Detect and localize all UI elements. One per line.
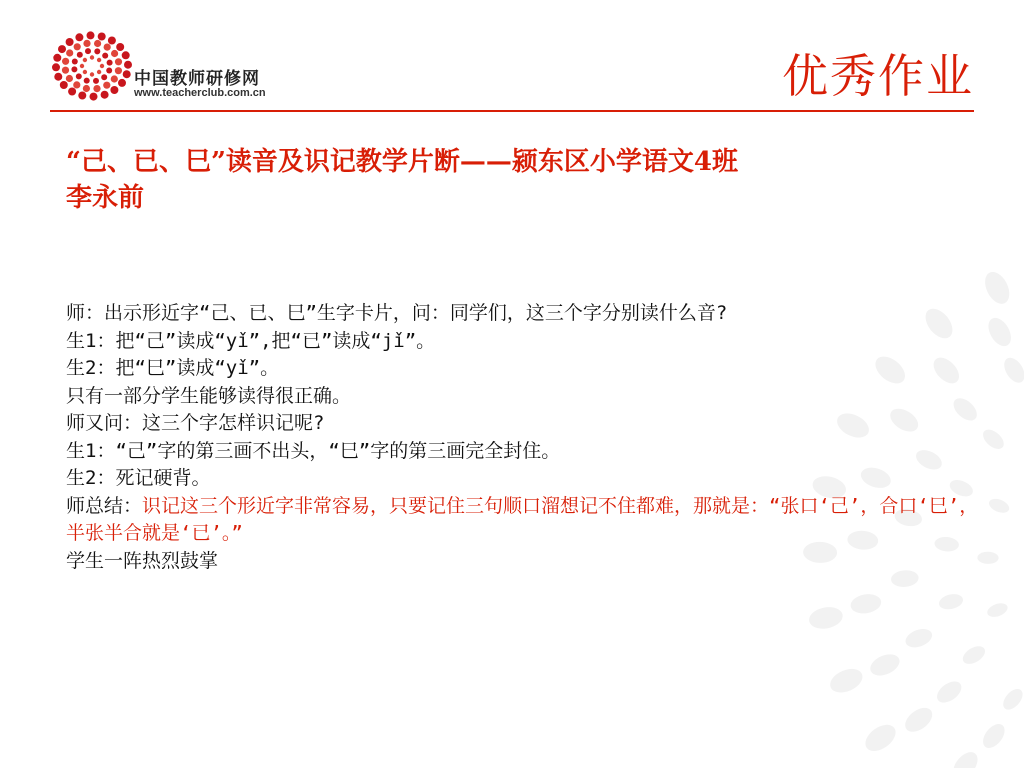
logo-dot — [108, 37, 116, 45]
logo-dot — [83, 70, 87, 74]
logo-dot — [98, 33, 106, 41]
logo-dot — [52, 63, 60, 71]
header-divider — [50, 110, 974, 112]
logo-dot — [60, 81, 68, 89]
logo-dot — [110, 86, 118, 94]
decoration-dot — [985, 601, 1009, 620]
decoration-dot — [960, 643, 988, 668]
logo-dot — [83, 40, 90, 47]
logo-dot — [66, 49, 73, 56]
logo-dot — [101, 74, 107, 80]
logo-dot — [68, 88, 76, 96]
logo-dot — [66, 38, 74, 46]
decoration-dot — [948, 748, 982, 768]
logo-dot — [104, 44, 111, 51]
heading-line-1: “己、已、巳”读音及识记教学片断——颍东区小学语文4班 — [66, 147, 739, 177]
decoration-dot — [827, 664, 867, 697]
logo-dot — [90, 72, 94, 76]
dialogue-line: 师又问：这三个字怎样识记呢? — [66, 412, 325, 434]
decoration-dot — [1000, 354, 1024, 386]
logo-dot — [62, 67, 69, 74]
logo-dot — [72, 59, 78, 65]
dialogue-line: 生1：把“己”读成“yǐ”,把“已”读成“jǐ”。 — [66, 329, 436, 352]
logo-dot — [83, 85, 90, 92]
decoration-dot — [849, 592, 882, 616]
decoration-dot — [867, 650, 903, 679]
logo-dot — [93, 85, 100, 92]
logo-dot — [115, 58, 122, 65]
logo-dot — [118, 79, 126, 87]
logo-dot — [83, 58, 87, 62]
dialogue-line: 生2：把“巳”读成“yǐ”。 — [66, 357, 280, 379]
logo-dot — [123, 70, 131, 78]
logo-dot — [85, 48, 91, 54]
logo-dot — [90, 93, 98, 101]
logo-dot — [116, 43, 124, 51]
logo-dot — [84, 78, 90, 84]
logo-dot — [54, 73, 62, 81]
logo-dot — [97, 58, 101, 62]
lesson-heading — [66, 144, 986, 216]
dialogue-line: 只有一部分学生能够读得很正确。 — [66, 384, 352, 407]
logo-dot — [80, 64, 84, 68]
decoration-dot — [903, 626, 935, 651]
decoration-dot — [979, 720, 1009, 752]
decoration-dot — [999, 685, 1024, 713]
logo-dot — [66, 75, 73, 82]
dialogue-body — [66, 300, 996, 575]
logo-dot — [87, 31, 95, 39]
logo-dot — [76, 73, 82, 79]
summary-text: 识记这三个形近字非常容易，只要记住三句顺口溜想记不住都难，那就是：“张口‘己’，合口‘巳’，半张半合就是‘已’。” — [66, 494, 979, 544]
logo-dot — [74, 43, 81, 50]
logo-dot — [107, 60, 113, 66]
logo-dot — [124, 61, 132, 69]
logo-dot — [97, 70, 101, 74]
decoration-dot — [933, 677, 965, 707]
logo-dot — [102, 53, 108, 59]
logo-dot — [77, 52, 83, 58]
logo-dot — [122, 51, 130, 59]
decoration-dot — [861, 719, 901, 756]
logo-dot — [94, 40, 101, 47]
dialogue-line: 生2：死记硬背。 — [66, 467, 211, 489]
logo-dot — [90, 55, 94, 59]
logo-dot — [106, 68, 112, 74]
teacher-summary — [66, 493, 996, 548]
logo-dot — [111, 75, 118, 82]
logo-dot — [93, 78, 99, 84]
logo-dot — [111, 50, 118, 57]
logo-dots-icon — [48, 28, 138, 108]
logo-dot — [100, 64, 104, 68]
logo-dot — [53, 54, 61, 62]
logo-url: www.teacherclub.com.cn — [134, 87, 266, 99]
logo-dot — [101, 91, 109, 99]
logo-dot — [58, 45, 66, 53]
closing-line: 学生一阵热烈鼓掌 — [66, 549, 219, 572]
page-title: 优秀作业 — [782, 49, 974, 103]
site-logo — [48, 28, 308, 108]
decoration-dot — [807, 604, 844, 631]
logo-dot — [78, 92, 86, 100]
dialogue-line: 生1：“己”字的第三画不出头，“巳”字的第三画完全封住。 — [66, 439, 561, 462]
logo-dot — [94, 48, 100, 54]
heading-line-2: 李永前 — [66, 183, 145, 213]
logo-dot — [75, 33, 83, 41]
logo-dot — [73, 81, 80, 88]
dialogue-line: 师：出示形近字“己、已、巳”生字卡片，问：同学们，这三个字分别读什么音? — [66, 302, 728, 324]
logo-dot — [62, 58, 69, 65]
logo-dot — [71, 66, 77, 72]
logo-dot — [103, 82, 110, 89]
logo-dot — [115, 67, 122, 74]
decoration-dot — [901, 703, 937, 737]
summary-label: 师总结： — [66, 494, 143, 517]
logo-name: 中国教师研修网 — [134, 69, 260, 89]
decoration-dot — [937, 592, 964, 612]
